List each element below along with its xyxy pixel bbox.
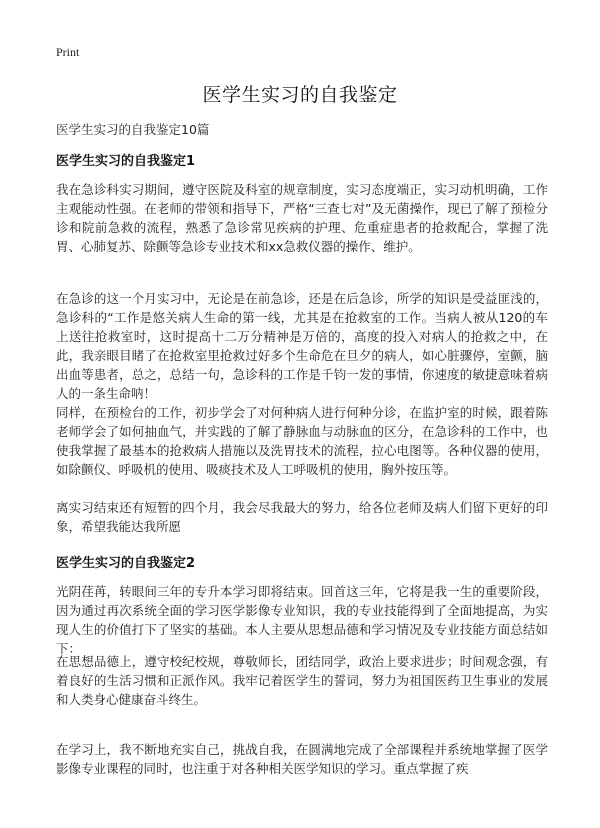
paragraph: 在学习上，我不断地充实自己，挑战自我，在圆满地完成了全部课程并系统地掌握了医学影像专业课程的同时，也注重于对各种相关医学知识的学习。重点掌握了疾 [56, 742, 548, 776]
paragraph: 我在急诊科实习期间，遵守医院及科室的规章制度，实习态度端正，实习动机明确，工作主观能动性强。在老师的带领和指导下，严格“三查七对”及无菌操作，现已了解了预检分诊和院前急救的流程，熟悉了急诊常见疾病的护理、危重症患者的抢救配合，掌握了洗胃、心肺复苏、除颤等急诊专业技术和xx急救仪器的操作、维护。 [56, 182, 548, 254]
paragraph: 离实习结束还有短暂的四个月，我会尽我最大的努力，给各位老师及病人们留下更好的印象，希望我能达我所愿 [56, 500, 548, 534]
document-subtitle: 医学生实习的自我鉴定10篇 [56, 122, 210, 137]
print-label: Print [56, 45, 80, 59]
section-heading: 医学生实习的自我鉴定2 [56, 556, 196, 571]
section-heading: 医学生实习的自我鉴定1 [56, 154, 196, 169]
paragraph: 在思想品德上，遵守校纪校规，尊敬师长，团结同学，政治上要求进步；时间观念强，有着良好的生活习惯和正派作风。我牢记着医学生的誓词，努力为祖国医药卫生事业的发展和人类身心健康奋斗终生。 [56, 654, 548, 707]
paragraph: 光阴荏苒，转眼间三年的专升本学习即将结束。回首这三年，它将是我一生的重要阶段，因为通过再次系统全面的学习医学影像专业知识，我的专业技能得到了全面地提高，为实现人生的价值打下了坚实的基础。本人主要从思想品德和学习情况及专业技能方面总结如下： [56, 584, 548, 656]
paragraph: 在急诊的这一个月实习中，无论是在前急诊，还是在后急诊，所学的知识是受益匪浅的，急诊科的“工作是悠关病人生命的第一线，尤其是在抢救室的工作。当病人被从120的车上送往抢救室时，这时提高十二万分精神是万倍的，高度的投入对病人的抢救之中，在此，我亲眼目睹了在抢救室里抢救过好多个生命危在旦夕的病人，如心脏骤停，室颤，脑出血等患者，总之，总结一句，急诊科的工作是千钧一发的事情，你速度的敏捷意味着病人的一条生命呐！ [56, 291, 548, 401]
page-title: 医学生实习的自我鉴定 [202, 84, 398, 106]
section-2 [56, 552, 546, 571]
paragraph: 同样，在预检台的工作，初步学会了对何种病人进行何种分诊，在监护室的时候，跟着陈老师学会了如何抽血气，并实践的了解了静脉血与动脉血的区分，在急诊科的工作中，也使我掌握了最基本的抢救病人措施以及洗胃技术的流程，拉心电图等。各种仪器的使用，如除颤仪、呼吸机的使用、吸痰技术及人工呼吸机的使用，胸外按压等。 [56, 405, 548, 477]
section-1 [56, 150, 546, 169]
